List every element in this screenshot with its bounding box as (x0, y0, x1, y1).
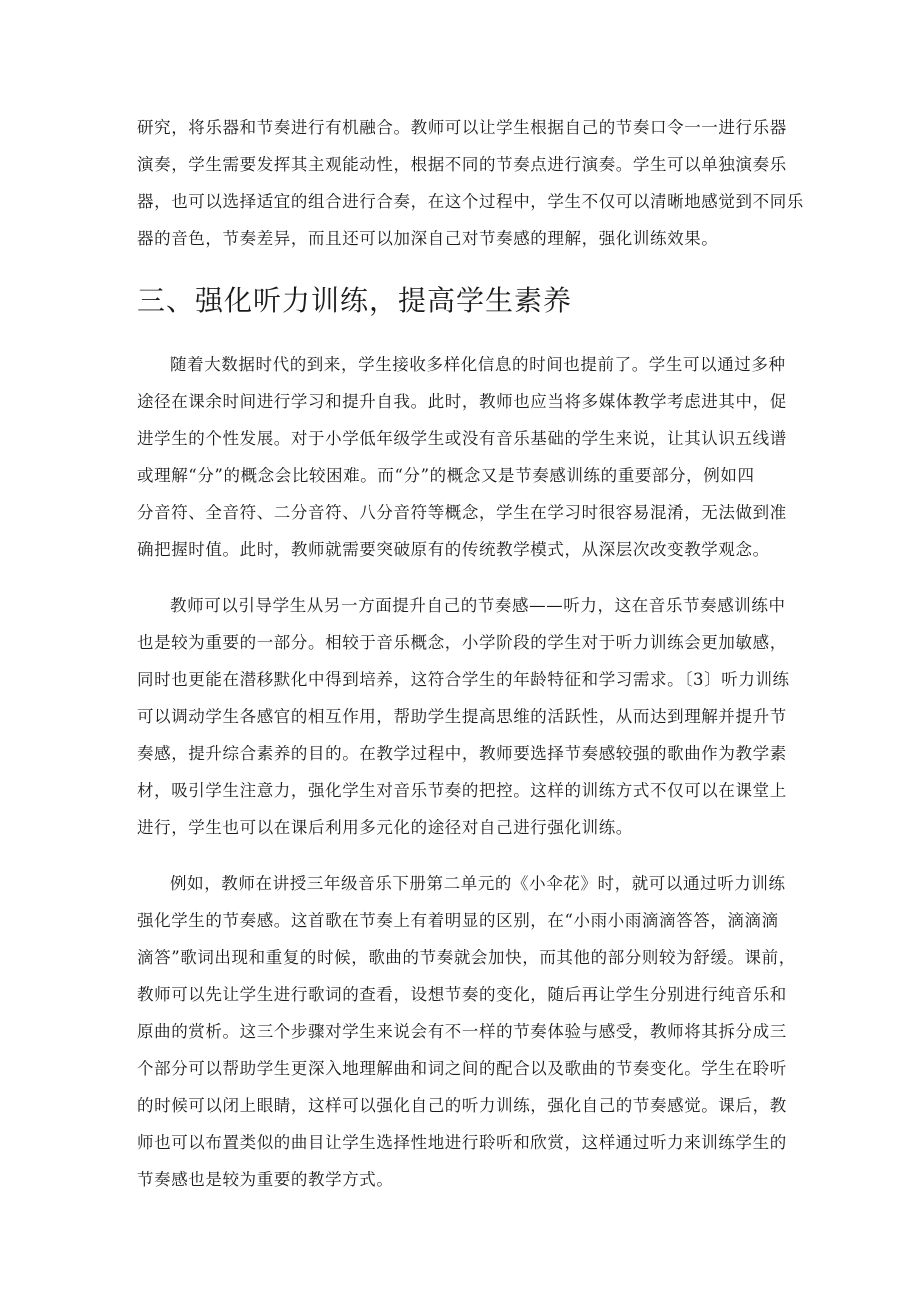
p3-line-4: 教师可以先让学生进行歌词的查看，设想节奏的变化，随后再让学生分别进行纯音乐和 (137, 985, 787, 1004)
p2-line-1: 教师可以引导学生从另一方面提升自己的节奏感——听力，这在音乐节奏感训练中 (170, 596, 786, 615)
p1-line-5: 分音符、全音符、二分音符、八分音符等概念，学生在学习时很容易混淆，无法做到准 (137, 503, 787, 522)
p1-line-6: 确把握时值。此时，教师就需要突破原有的传统教学模式，从深层次改变教学观念。 (137, 540, 770, 559)
p1-line-2: 途径在课余时间进行学习和提升自我。此时，教师也应当将多媒体教学考虑进其中，促 (137, 392, 787, 411)
p3-line-5: 原曲的赏析。这三个步骤对学生来说会有不一样的节奏体验与感受，教师将其拆分成三 (137, 1022, 787, 1041)
section-heading: 三、强化听力训练，提高学生素养 (137, 284, 573, 317)
p2-line-7: 进行，学生也可以在课后利用多元化的途径对自己进行强化训练。 (137, 818, 633, 837)
intro-line-3: 器，也可以选择适宜的组合进行合奏，在这个过程中，学生不仅可以清晰地感觉到不同乐 (137, 192, 804, 211)
p3-line-8: 师也可以布置类似的曲目让学生选择性地进行聆听和欣赏，这样通过听力来训练学生的 (137, 1133, 787, 1152)
p1-line-1: 随着大数据时代的到来，学生接收多样化信息的时间也提前了。学生可以通过多种 (170, 355, 786, 374)
p2-line-4: 可以调动学生各感官的相互作用，帮助学生提高思维的活跃性，从而达到理解并提升节 (137, 707, 787, 726)
p3-line-7: 的时候可以闭上眼睛，这样可以强化自己的听力训练，强化自己的节奏感觉。课后，教 (137, 1096, 787, 1115)
p3-line-3: 滴答”歌词出现和重复的时候，歌曲的节奏就会加快，而其他的部分则较为舒缓。课前， (137, 948, 796, 967)
intro-line-4: 器的音色，节奏差异，而且还可以加深自己对节奏感的理解，强化训练效果。 (137, 229, 719, 248)
p2-line-6: 材，吸引学生注意力，强化学生对音乐节奏的把控。这样的训练方式不仅可以在课堂上 (137, 781, 787, 800)
intro-line-2: 演奏，学生需要发挥其主观能动性，根据不同的节奏点进行演奏。学生可以单独演奏乐 (137, 155, 787, 174)
intro-line-1: 研究，将乐器和节奏进行有机融合。教师可以让学生根据自己的节奏口令一一进行乐器 (137, 118, 787, 137)
p2-line-5: 奏感，提升综合素养的目的。在教学过程中，教师要选择节奏感较强的歌曲作为教学素 (137, 744, 787, 763)
p3-line-1: 例如，教师在讲授三年级音乐下册第二单元的《小伞花》时，就可以通过听力训练 (170, 874, 786, 893)
p2-line-2: 也是较为重要的一部分。相较于音乐概念，小学阶段的学生对于听力训练会更加敏感， (137, 633, 787, 652)
p1-line-3: 进学生的个性发展。对于小学低年级学生或没有音乐基础的学生来说，让其认识五线谱 (137, 429, 787, 448)
p3-line-9: 节奏感也是较为重要的教学方式。 (137, 1170, 394, 1189)
p3-line-2: 强化学生的节奏感。这首歌在节奏上有着明显的区别，在“小雨小雨滴滴答答，滴滴滴 (137, 911, 779, 930)
p2-line-3: 同时也更能在潜移默化中得到培养，这符合学生的年龄特征和学习需求。〔3〕听力训练 (137, 670, 790, 689)
p3-line-6: 个部分可以帮助学生更深入地理解曲和词之间的配合以及歌曲的节奏变化。学生在聆听 (137, 1059, 787, 1078)
p1-line-4: 或理解“分”的概念会比较困难。而“分”的概念又是节奏感训练的重要部分，例如四 (137, 466, 755, 485)
